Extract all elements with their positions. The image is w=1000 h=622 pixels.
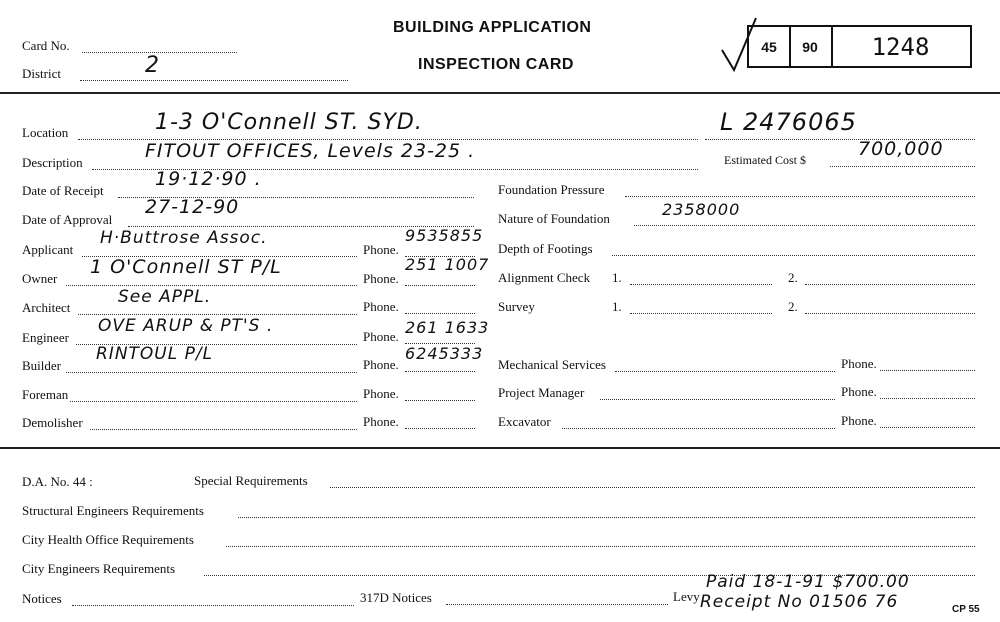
engineer-phone-label: Phone. <box>363 329 399 344</box>
nature-foundation-value: 2358000 <box>662 200 741 219</box>
demolisher-label: Demolisher <box>22 415 83 430</box>
alignment-line-2 <box>805 284 975 285</box>
notices-label: Notices <box>22 591 62 606</box>
estimated-cost-line <box>830 166 975 167</box>
structural-requirements-label: Structural Engineers Requirements <box>22 503 204 518</box>
district-label: District <box>22 66 61 81</box>
nature-foundation-label: Nature of Foundation <box>498 211 610 226</box>
engineer-phone: 261 1633 <box>405 318 490 337</box>
owner-phone: 251 1007 <box>405 255 490 274</box>
foreman-phone-label: Phone. <box>363 386 399 401</box>
card-no-label: Card No. <box>22 38 70 53</box>
alignment-num-1: 1. <box>612 270 622 285</box>
notices-317d-line <box>446 604 668 605</box>
excavator-label: Excavator <box>498 414 551 429</box>
nature-foundation-line <box>634 225 975 226</box>
builder-phone-label: Phone. <box>363 357 399 372</box>
owner-value: 1 O'Connell ST P/L <box>90 256 282 278</box>
architect-line <box>78 314 357 315</box>
location-label: Location <box>22 125 69 140</box>
date-receipt-value: 19·12·90 . <box>155 168 262 190</box>
excavator-phone-label: Phone. <box>841 413 877 428</box>
foundation-pressure-label: Foundation Pressure <box>498 182 605 197</box>
foreman-phone-line <box>405 400 475 401</box>
divider-bottom <box>0 447 1000 449</box>
levy-paid-note: Paid 18-1-91 $700.00 <box>706 572 910 592</box>
alignment-label: Alignment Check <box>498 270 591 285</box>
foreman-label: Foreman <box>22 387 69 402</box>
demolisher-phone-line <box>405 428 475 429</box>
special-requirements-label: Special Requirements <box>194 473 308 488</box>
date-approval-label: Date of Approval <box>22 212 113 227</box>
alignment-num-2: 2. <box>788 270 798 285</box>
survey-label: Survey <box>498 299 535 314</box>
depth-footings-label: Depth of Footings <box>498 241 593 256</box>
city-engineers-requirements-label: City Engineers Requirements <box>22 561 176 576</box>
mechanical-phone-label: Phone. <box>841 356 877 371</box>
demolisher-line <box>90 429 357 430</box>
notices-317d-label: 317D Notices <box>360 590 432 605</box>
levy-label: Levy <box>673 589 700 604</box>
health-requirements-label: City Health Office Requirements <box>22 532 194 547</box>
foreman-line <box>70 401 357 402</box>
divider-top <box>0 92 1000 94</box>
builder-line <box>66 372 357 373</box>
engineer-label: Engineer <box>22 330 69 345</box>
applicant-phone-label: Phone. <box>363 242 399 257</box>
estimated-cost-label: Estimated Cost $ <box>724 153 806 167</box>
special-requirements-line <box>330 487 975 488</box>
builder-label: Builder <box>22 358 61 373</box>
location-value: 1-3 O'Connell ST. SYD. <box>155 110 423 135</box>
form-code: CP 55 <box>952 604 980 615</box>
engineer-value: OVE ARUP & PT'S . <box>98 316 274 336</box>
alignment-line-1 <box>630 284 772 285</box>
estimated-cost-value: 700,000 <box>858 138 944 160</box>
demolisher-phone-label: Phone. <box>363 414 399 429</box>
owner-line <box>66 285 357 286</box>
title-line-2: INSPECTION CARD <box>418 56 574 73</box>
builder-phone-line <box>405 371 475 372</box>
lot-value: L 2476065 <box>720 108 857 136</box>
mechanical-label: Mechanical Services <box>498 357 606 372</box>
structural-requirements-line <box>238 517 975 518</box>
survey-num-2: 2. <box>788 299 798 314</box>
project-manager-phone-line <box>880 398 975 399</box>
builder-phone: 6245333 <box>405 344 484 363</box>
box-cell-b: 90 <box>789 27 833 66</box>
notices-line <box>72 605 354 606</box>
owner-label: Owner <box>22 271 58 286</box>
survey-line-2 <box>805 313 975 314</box>
excavator-line <box>562 428 835 429</box>
foundation-pressure-line <box>625 196 975 197</box>
description-value: FITOUT OFFICES, Levels 23-25 . <box>145 140 476 162</box>
health-requirements-line <box>226 546 975 547</box>
architect-phone-label: Phone. <box>363 299 399 314</box>
date-receipt-label: Date of Receipt <box>22 183 104 198</box>
district-line <box>80 80 348 81</box>
da-number-label: D.A. No. 44 : <box>22 474 93 489</box>
card-number-box <box>747 25 972 68</box>
depth-footings-line <box>612 255 975 256</box>
applicant-value: H·Buttrose Assoc. <box>100 228 268 248</box>
excavator-phone-line <box>880 427 975 428</box>
mechanical-phone-line <box>880 370 975 371</box>
levy-receipt-note: Receipt No 01506 76 <box>700 592 899 612</box>
project-manager-line <box>600 399 835 400</box>
box-cell-a: 45 <box>749 27 791 66</box>
card-number: 1248 <box>871 32 930 61</box>
project-manager-phone-label: Phone. <box>841 384 877 399</box>
district-value: 2 <box>145 53 160 78</box>
survey-num-1: 1. <box>612 299 622 314</box>
owner-phone-label: Phone. <box>363 271 399 286</box>
builder-value: RINTOUL P/L <box>96 344 214 364</box>
survey-line-1 <box>630 313 772 314</box>
project-manager-label: Project Manager <box>498 385 585 400</box>
owner-phone-line <box>405 285 475 286</box>
architect-label: Architect <box>22 300 71 315</box>
architect-value: See APPL. <box>118 287 212 307</box>
mechanical-line <box>615 371 835 372</box>
architect-phone-line <box>405 313 475 314</box>
applicant-phone: 9535855 <box>405 226 484 245</box>
title-line-1: BUILDING APPLICATION <box>393 19 592 36</box>
description-label: Description <box>22 155 83 170</box>
applicant-label: Applicant <box>22 242 74 257</box>
date-approval-value: 27-12-90 <box>145 196 240 218</box>
